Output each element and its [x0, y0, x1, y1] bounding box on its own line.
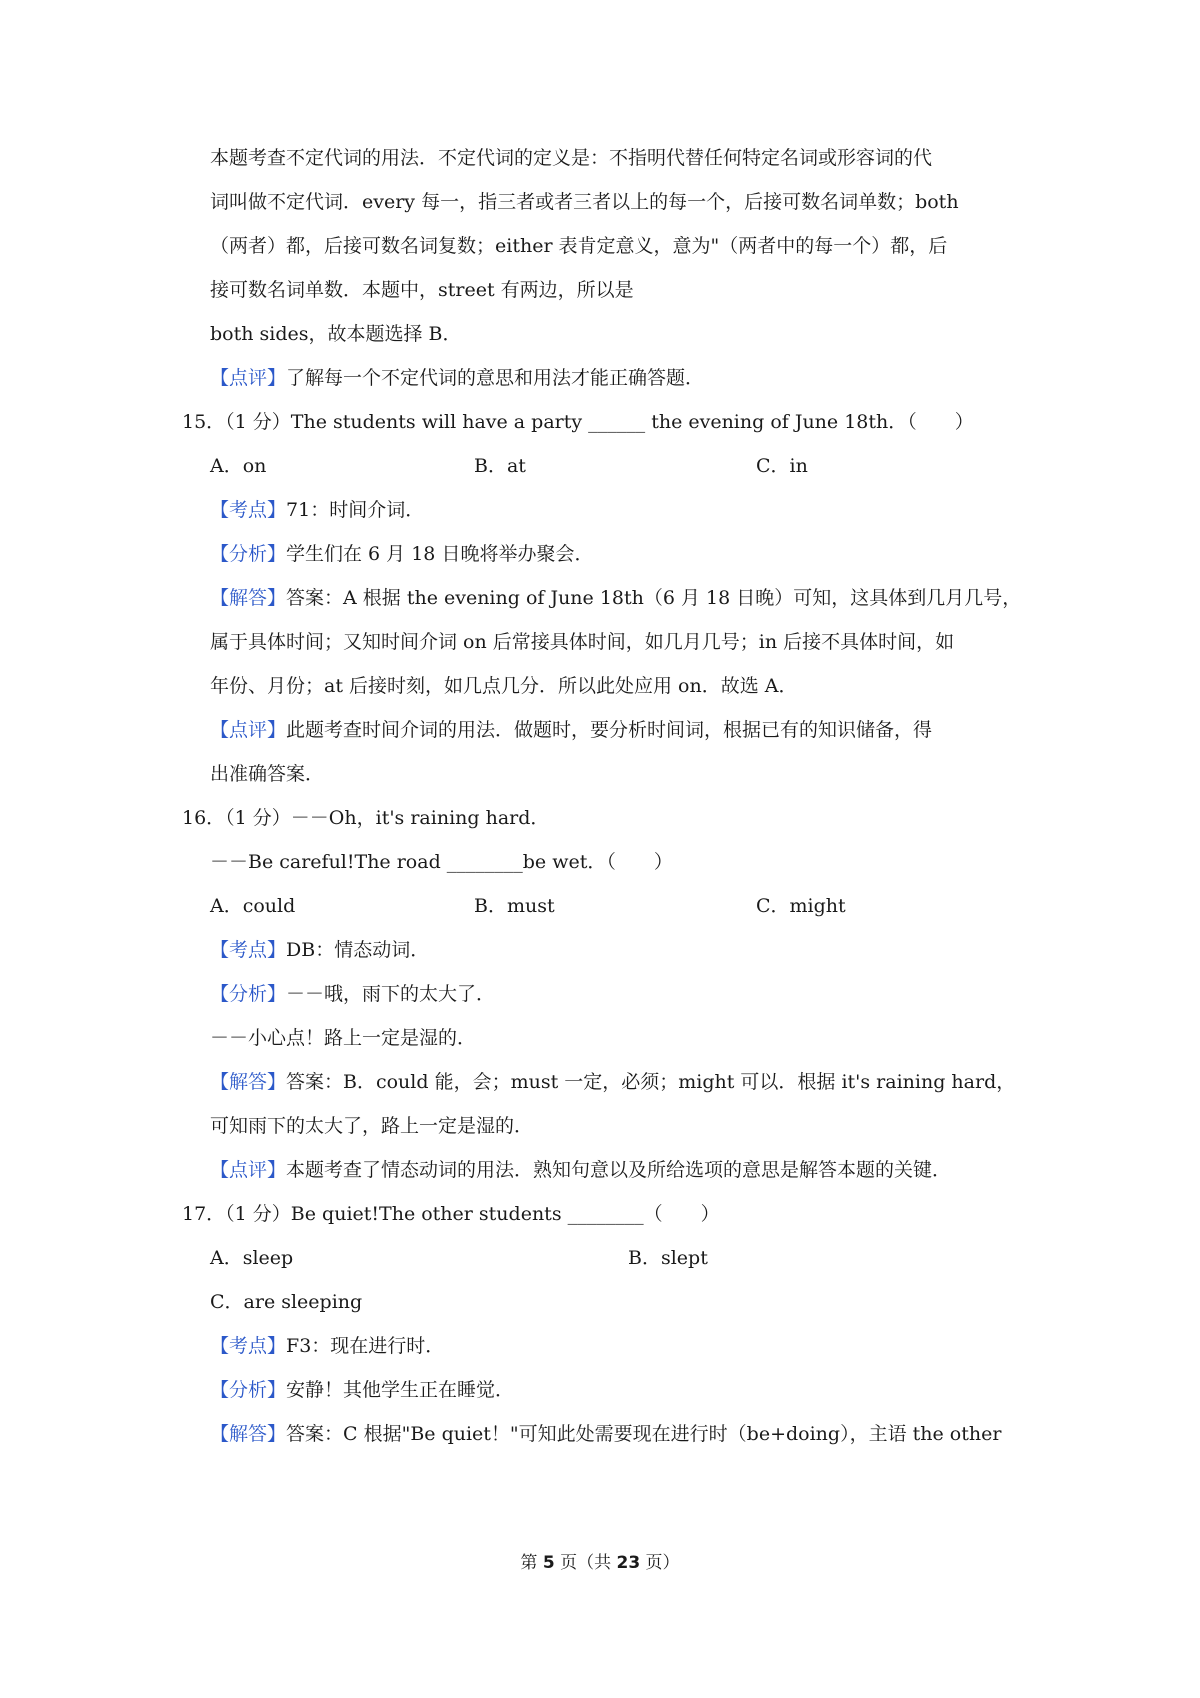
- footer-prefix: 第: [520, 1553, 543, 1573]
- q15-option-b: B．at: [474, 455, 526, 477]
- q17-analysis: [210, 1378, 514, 1402]
- point-text: 71：时间介词．: [286, 499, 425, 521]
- point-tag: 【考点】: [210, 939, 287, 961]
- q17-answer: [210, 1422, 1001, 1446]
- point-text: DB：情态动词．: [286, 939, 430, 961]
- intro-line-3: （两者）都，后接可数名词复数；either 表肯定意义，意为"（两者中的每一个）都，后: [210, 235, 948, 257]
- q17-stem: 17．（1 分）Be quiet!The other students ________（ ）: [182, 1203, 720, 1225]
- q15-option-c: C．in: [756, 455, 808, 477]
- q16-option-b: B．must: [474, 895, 555, 917]
- q16-answer-line-1: [210, 1070, 1015, 1094]
- intro-line-1: 本题考查不定代词的用法．不定代词的定义是：不指明代替任何特定名词或形容词的代: [210, 147, 933, 169]
- intro-line-4: 接可数名词单数．本题中，street 有两边，所以是: [210, 279, 634, 301]
- point-tag: 【考点】: [210, 1335, 287, 1357]
- q17-option-a: A．sleep: [210, 1247, 294, 1269]
- q15-analysis: [210, 542, 593, 566]
- analysis-text: 学生们在 6 月 18 日晚将举办聚会．: [286, 543, 594, 565]
- q16-comment: [210, 1158, 951, 1182]
- comment-text: 了解每一个不定代词的意思和用法才能正确答题．: [286, 367, 705, 389]
- page-footer: [0, 1552, 1200, 1574]
- q16-stem-line-2: －－Be careful!The road ________be wet．（ ）: [210, 851, 673, 873]
- point-tag: 【考点】: [210, 499, 287, 521]
- footer-total-pages: 23: [616, 1553, 641, 1573]
- q15-comment-line-2: 出准确答案．: [210, 763, 325, 785]
- comment-text: 此题考查时间介词的用法．做题时，要分析时间词，根据已有的知识储备，得: [286, 719, 933, 741]
- analysis-text: －－哦，雨下的太大了．: [286, 983, 496, 1005]
- footer-middle: 页（共: [554, 1553, 617, 1573]
- footer-page-number: 5: [542, 1553, 555, 1573]
- q15-answer-line-2: 属于具体时间；又知时间介词 on 后常接具体时间，如几月几号；in 后接不具体时间，如: [210, 631, 955, 653]
- comment-text: 本题考查了情态动词的用法．熟知句意以及所给选项的意思是解答本题的关键．: [286, 1159, 952, 1181]
- intro-comment: [210, 366, 704, 390]
- intro-line-5: both sides，故本题选择 B．: [210, 323, 462, 345]
- q16-stem-line-1: 16．（1 分）－－Oh，it's raining hard．: [182, 807, 550, 829]
- q15-comment-line-1: [210, 718, 932, 742]
- q15-point: [210, 498, 424, 522]
- point-text: F3：现在进行时．: [286, 1335, 445, 1357]
- q15-answer-line-3: 年份、月份；at 后接时刻，如几点几分．所以此处应用 on．故选 A．: [210, 675, 798, 697]
- answer-text: 答案：B．could 能，会；must 一定，必须；might 可以．根据 it's raining hard，: [286, 1071, 1016, 1093]
- analysis-tag: 【分析】: [210, 1379, 287, 1401]
- intro-line-2: 词叫做不定代词．every 每一，指三者或者三者以上的每一个，后接可数名词单数；both: [210, 191, 959, 213]
- q16-answer-line-2: 可知雨下的太大了，路上一定是湿的．: [210, 1115, 534, 1137]
- answer-tag: 【解答】: [210, 1423, 287, 1445]
- comment-tag: 【点评】: [210, 367, 287, 389]
- q17-option-b: B．slept: [628, 1247, 708, 1269]
- q15-option-a: A．on: [210, 455, 267, 477]
- q16-option-c: C．might: [756, 895, 846, 917]
- answer-tag: 【解答】: [210, 1071, 287, 1093]
- q16-point: [210, 938, 429, 962]
- comment-tag: 【点评】: [210, 719, 287, 741]
- analysis-text: 安静！其他学生正在睡觉．: [286, 1379, 515, 1401]
- comment-tag: 【点评】: [210, 1159, 287, 1181]
- q15-stem: 15．（1 分）The students will have a party ______ the evening of June 18th．（ ）: [182, 411, 974, 433]
- q15-answer-line-1: [210, 586, 1021, 610]
- analysis-tag: 【分析】: [210, 543, 287, 565]
- footer-suffix: 页）: [640, 1553, 680, 1573]
- q17-option-c: C．are sleeping: [210, 1291, 363, 1313]
- answer-text: 答案：C 根据"Be quiet！"可知此处需要现在进行时（be+doing），主语 the other: [286, 1423, 1002, 1445]
- answer-tag: 【解答】: [210, 587, 287, 609]
- q17-point: [210, 1334, 444, 1358]
- answer-text: 答案：A 根据 the evening of June 18th（6 月 18 日晚）可知，这具体到几月几号，: [286, 587, 1022, 609]
- q16-analysis: [210, 982, 495, 1006]
- q16-option-a: A．could: [210, 895, 296, 917]
- q16-analysis-line-2: －－小心点！路上一定是湿的．: [210, 1027, 477, 1049]
- analysis-tag: 【分析】: [210, 983, 287, 1005]
